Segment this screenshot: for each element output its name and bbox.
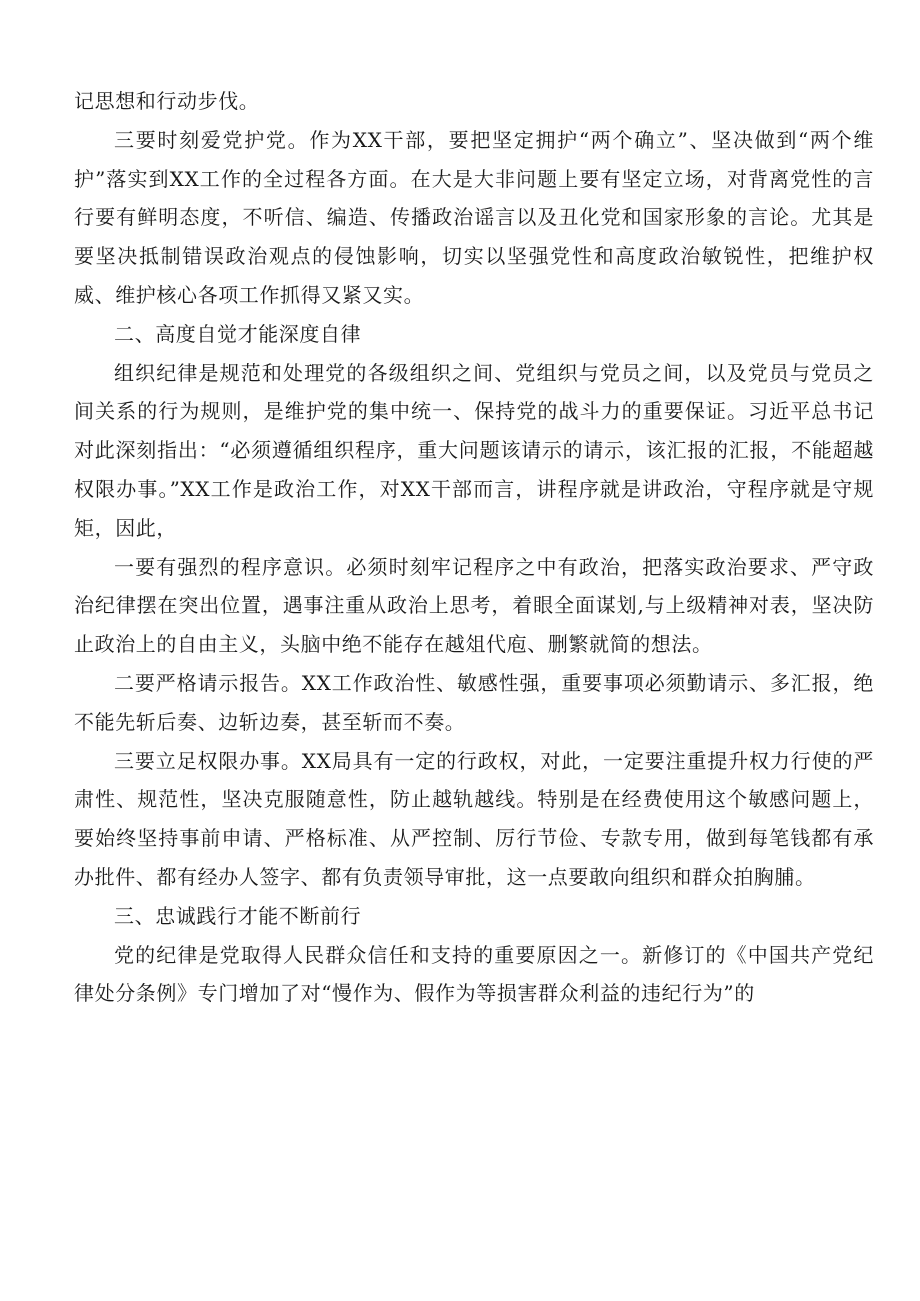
paragraph-continuation: 记思想和行动步伐。 — [74, 89, 260, 113]
paragraph-authority-limits: 三要立足权限办事。XX局具有一定的行政权，对此，一定要注重提升权力行使的严肃性、规范性，坚决克服随意性，防止越轨越线。特别是在经费使用这个敏感问题上，要始终坚持事前申请、严格标准、从严控制、厉行节俭、专款专用，做到每笔钱都有承办批件、都有经办人签字、都有负责领导审批，这一点要敢向组织和群众拍胸脯。 — [74, 748, 874, 889]
paragraph-party-discipline: 党的纪律是党取得人民群众信任和支持的重要原因之一。新修订的《中国共产党纪律处分条例》专门增加了对“慢作为、假作为等损害群众利益的违纪行为”的 — [74, 942, 874, 1006]
paragraph-procedure-awareness: 一要有强烈的程序意识。必须时刻牢记程序之中有政治，把落实政治要求、严守政治纪律摆在突出位置，遇事注重从政治上思考，着眼全面谋划,与上级精神对表，坚决防止政治上的自由主义，头脑中绝不能存在越俎代庖、删繁就简的想法。 — [74, 554, 874, 657]
section-heading-two: 二、高度自觉才能深度自律 — [114, 321, 362, 346]
document-body — [74, 82, 874, 1013]
paragraph-request-report: 二要严格请示报告。XX工作政治性、敏感性强，重要事项必须勤请示、多汇报，绝不能先斩后奏、边斩边奏，甚至斩而不奏。 — [74, 670, 874, 734]
paragraph-love-party: 三要时刻爱党护党。作为XX干部，要把坚定拥护“两个确立”、坚决做到“两个维护”落实到XX工作的全过程各方面。在大是大非问题上要有坚定立场，对背离党性的言行要有鲜明态度，不听信、编造、传播政治谣言以及丑化党和国家形象的言论。尤其是要坚决抵制错误政治观点的侵蚀影响，切实以坚强党性和高度政治敏锐性，把维护权威、维护核心各项工作抓得又紧又实。 — [74, 127, 874, 307]
section-heading-three: 三、忠诚践行才能不断前行 — [114, 903, 362, 928]
paragraph-organization-discipline: 组织纪律是规范和处理党的各级组织之间、党组织与党员之间，以及党员与党员之间关系的行为规则，是维护党的集中统一、保持党的战斗力的重要保证。习近平总书记对此深刻指出：“必须遵循组织程序，重大问题该请示的请示，该汇报的汇报，不能超越权限办事。”XX工作是政治工作，对XX干部而言，讲程序就是讲政治，守程序就是守规矩，因此， — [74, 360, 874, 540]
